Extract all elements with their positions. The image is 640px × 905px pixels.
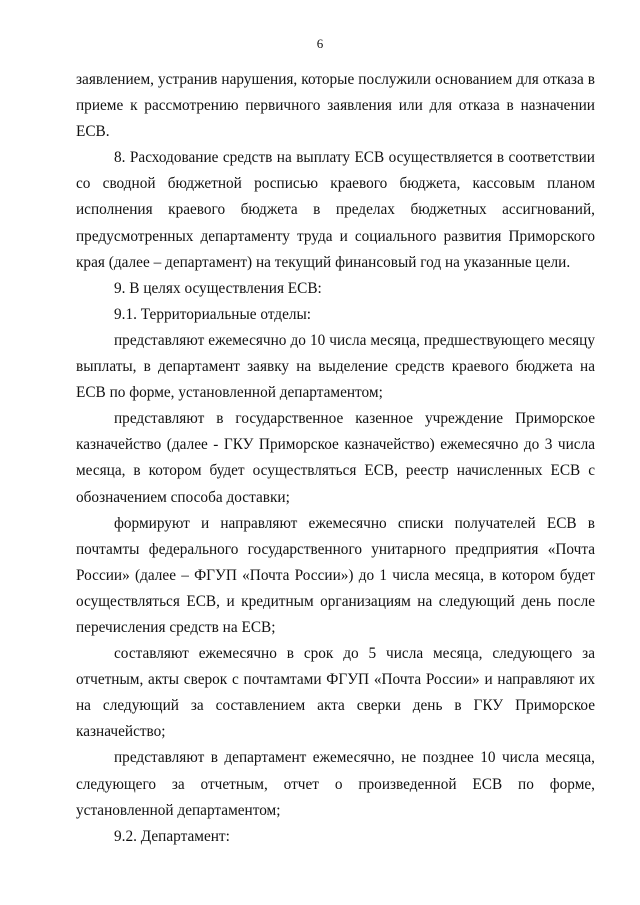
paragraph-item-9-1-heading: 9.1. Территориальные отделы: bbox=[114, 305, 312, 323]
paragraph-item-9-2-heading: 9.2. Департамент: bbox=[114, 827, 230, 845]
paragraph-9-1-request: представляют ежемесячно до 10 числа месяца, предшествующего месяцу выплаты, в департамент заявку на выделение средств краевого бюджета на ЕСВ по форме, установленной департаментом; bbox=[76, 331, 595, 402]
paragraph-9-1-registry: представляют в государственное казенное учреждение Приморское казначейство (далее - ГКУ Приморское казначейство) ежемесячно до 3 числа месяца, в котором будет осуществляться ЕСВ, реестр начисленных ЕСВ с обозначением способа доставки; bbox=[76, 410, 595, 506]
paragraph-continuation: заявлением, устранив нарушения, которые послужили основанием для отказа в приеме к рассмотрению первичного заявления или для отказа в назначении ЕСВ. bbox=[76, 71, 595, 141]
paragraph-9-1-lists: формируют и направляют ежемесячно списки получателей ЕСВ в почтамты федерального государственного унитарного предприятия «Почта России» (далее – ФГУП «Почта России») до 1 числа месяца, в котором будет осуществляться ЕСВ, и кредитным организациям на следующий день после перечисления средств на ЕСВ; bbox=[76, 514, 595, 636]
paragraph-item-9: 9. В целях осуществления ЕСВ: bbox=[114, 279, 322, 297]
page-number: 6 bbox=[316, 36, 324, 51]
paragraph-9-1-report: представляют в департамент ежемесячно, не позднее 10 числа месяца, следующего за отчетным, отчет о произведенной ЕСВ по форме, установленной департаментом; bbox=[76, 749, 595, 819]
document-body bbox=[76, 67, 595, 850]
paragraph-item-8: 8. Расходование средств на выплату ЕСВ осуществляется в соответствии со сводной бюджетной росписью краевого бюджета, кассовым планом исполнения краевого бюджета в пределах бюджетных ассигнований, предусмотренных департаменту труда и социального развития Приморского края (далее – департамент) на текущий финансовый год на указанные цели. bbox=[76, 149, 595, 271]
paragraph-9-1-reconciliation: составляют ежемесячно в срок до 5 числа месяца, следующего за отчетным, акты сверок с почтамтами ФГУП «Почта России» и направляют их на следующий за составлением акта сверки день в ГКУ Приморское казначейство; bbox=[76, 645, 595, 741]
